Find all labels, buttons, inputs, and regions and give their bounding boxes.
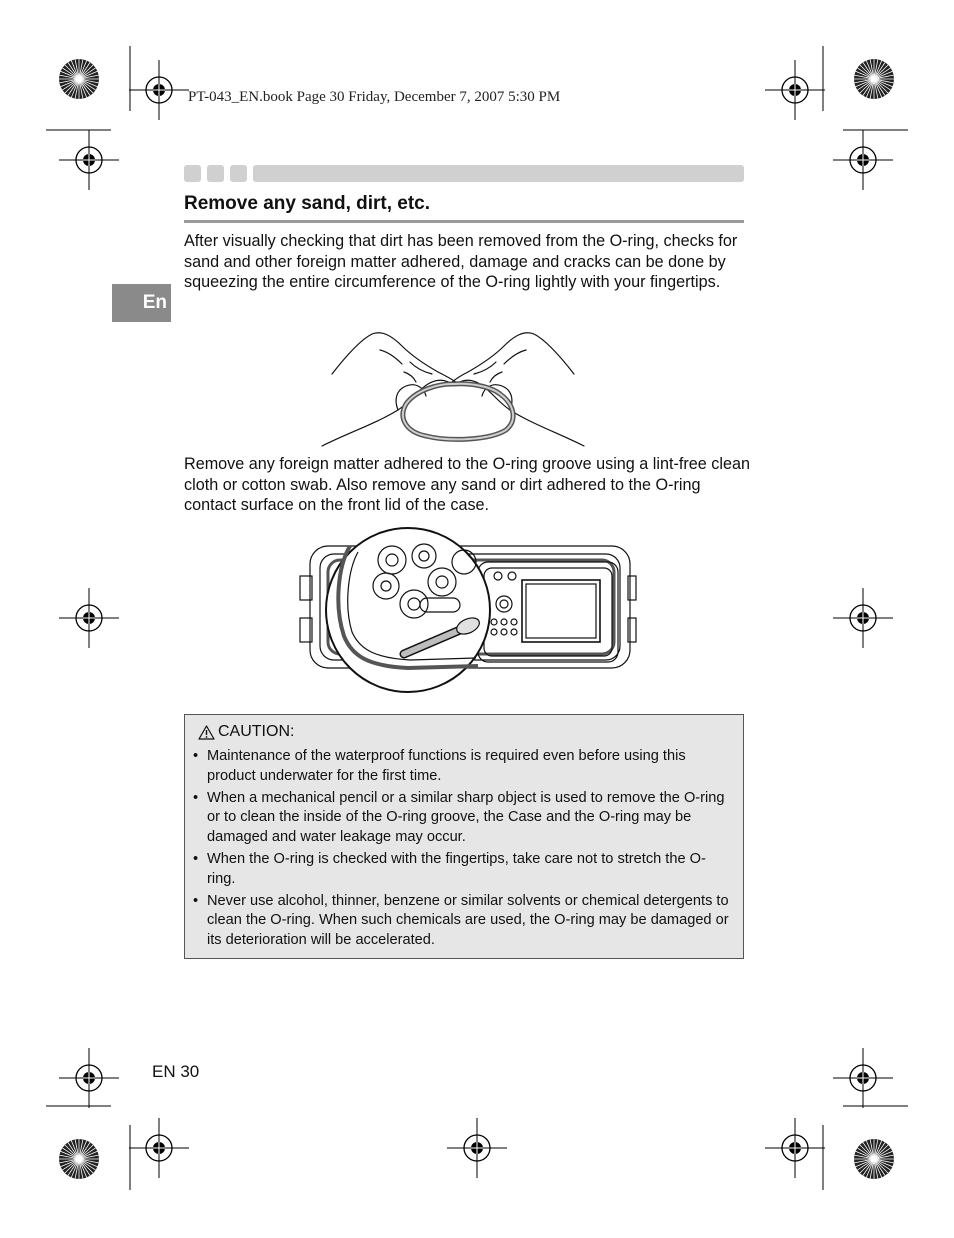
- caution-heading: [198, 723, 294, 741]
- title-underline: [184, 220, 744, 223]
- hands-squeezing-o-ring-illustration: [320, 328, 586, 448]
- section-marker: [230, 165, 247, 182]
- bullet: •: [193, 892, 199, 909]
- section-bar-fill: [253, 165, 744, 182]
- warning-triangle-icon: [198, 725, 215, 740]
- section-title: Remove any sand, dirt, etc.: [184, 193, 431, 214]
- caution-item-text: Never use alcohol, thinner, benzene or similar solvents or chemical detergents to clean the O-ring. When such chemicals are used, the O-ring may be damaged or its deterioration will be accelerated.: [207, 892, 729, 949]
- cleaning-o-ring-groove-illustration: [298, 526, 638, 694]
- body-paragraph: Remove any foreign matter adhered to the O-ring groove using a lint-free clean cloth or cotton swab. Also remove any sand or dirt adhered to the O-ring contact surface on the front lid of the case.: [184, 455, 750, 515]
- caution-box: [184, 714, 744, 959]
- caution-item: [193, 892, 733, 951]
- language-tab: En: [112, 284, 171, 322]
- section-header-bar: [184, 165, 744, 182]
- caution-item-text: When the O-ring is checked with the fingertips, take care not to stretch the O-ring.: [207, 850, 706, 887]
- caution-item: [193, 789, 733, 848]
- print-header: PT-043_EN.book Page 30 Friday, December 7, 2007 5:30 PM: [188, 89, 561, 105]
- caution-title: CAUTION:: [218, 723, 295, 740]
- caution-item-text: Maintenance of the waterproof functions is required even before using this product underwater for the first time.: [207, 748, 686, 784]
- caution-list: [193, 747, 733, 953]
- bullet: •: [193, 789, 199, 806]
- page-number: EN 30: [152, 1062, 200, 1081]
- caution-item: [193, 850, 733, 890]
- body-paragraph: After visually checking that dirt has been removed from the O-ring, checks for sand and other foreign matter adhered, damage and cracks can be done by squeezing the entire circumference of the O-ring lightly with your fingertips.: [184, 232, 738, 292]
- caution-item-text: When a mechanical pencil or a similar sharp object is used to remove the O-ring or to clean the inside of the O-ring groove, the Case and the O-ring may be damaged and water leakage may occur.: [207, 789, 725, 846]
- caution-item: [193, 747, 733, 787]
- bullet: •: [193, 850, 199, 867]
- bullet: •: [193, 748, 199, 764]
- section-marker: [184, 165, 201, 182]
- section-marker: [207, 165, 224, 182]
